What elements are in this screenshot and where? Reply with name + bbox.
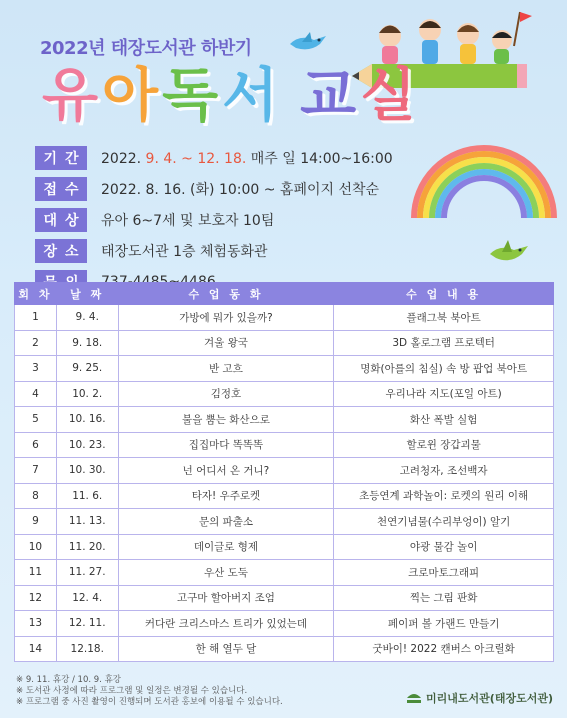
session-date: 9. 25. — [56, 356, 118, 382]
header-activity: 수 업 내 용 — [334, 283, 554, 305]
table-row — [15, 509, 554, 535]
title-char: 유 — [42, 61, 103, 129]
session-number: 12 — [15, 585, 57, 611]
title-char: 아 — [102, 61, 163, 129]
table-row — [15, 458, 554, 484]
session-activity: 찍는 그림 판화 — [334, 585, 554, 611]
session-number: 8 — [15, 483, 57, 509]
period-value: 2022. 9. 4. ~ 12. 18. 매주 일 14:00~16:00 — [101, 151, 393, 167]
session-story: 한 해 열두 달 — [118, 636, 334, 662]
table-header-row — [15, 283, 554, 305]
session-date: 12. 4. — [56, 585, 118, 611]
note-line: ※ 프로그램 중 사진 촬영이 진행되며 도서관 홍보에 이용될 수 있습니다. — [16, 697, 283, 707]
table-row — [15, 381, 554, 407]
session-date: 10. 30. — [56, 458, 118, 484]
session-number: 3 — [15, 356, 57, 382]
organization-name: 미리내도서관(태장도서관) — [426, 692, 553, 705]
apply-label: 접수 — [35, 177, 87, 201]
table-row — [15, 356, 554, 382]
session-date: 11. 20. — [56, 534, 118, 560]
session-story: 넌 어디서 온 거니? — [118, 458, 334, 484]
target-value: 유아 6~7세 및 보호자 10팀 — [101, 213, 275, 229]
session-activity: 고려청자, 조선백자 — [334, 458, 554, 484]
session-number: 9 — [15, 509, 57, 535]
header-story: 수 업 동 화 — [118, 283, 334, 305]
table-row — [15, 305, 554, 331]
table-row — [15, 483, 554, 509]
session-activity: 화산 폭발 실험 — [334, 407, 554, 433]
title-char: 독 — [162, 61, 223, 129]
note-line: ※ 도서관 사정에 따라 프로그램 및 일정은 변경될 수 있습니다. — [16, 686, 248, 696]
session-number: 4 — [15, 381, 57, 407]
session-number: 13 — [15, 611, 57, 637]
header-session: 회 차 — [15, 283, 57, 305]
session-number: 7 — [15, 458, 57, 484]
title-char: 교 — [300, 61, 361, 129]
session-number: 2 — [15, 330, 57, 356]
session-date: 10. 23. — [56, 432, 118, 458]
place-value: 태장도서관 1층 체험동화관 — [101, 244, 268, 260]
table-row — [15, 636, 554, 662]
session-number: 1 — [15, 305, 57, 331]
session-activity: 굿바이! 2022 캔버스 아크릴화 — [334, 636, 554, 662]
place-label: 장소 — [35, 239, 87, 263]
session-activity: 페이퍼 볼 가랜드 만들기 — [334, 611, 554, 637]
note-line: ※ 9. 11. 휴강 / 10. 9. 휴강 — [16, 675, 121, 685]
title-char: 서 — [222, 61, 283, 129]
session-story: 불을 뿜는 화산으로 — [118, 407, 334, 433]
session-story: 커다란 크리스마스 트리가 있었는데 — [118, 611, 334, 637]
session-activity: 크로마토그래피 — [334, 560, 554, 586]
library-logo-icon — [406, 692, 422, 704]
table-row — [15, 585, 554, 611]
session-activity: 할로윈 장갑괴물 — [334, 432, 554, 458]
session-date: 9. 18. — [56, 330, 118, 356]
organization — [406, 690, 553, 706]
notes — [16, 675, 283, 708]
session-story: 타자! 우주로켓 — [118, 483, 334, 509]
table-row — [15, 407, 554, 433]
session-date: 10. 16. — [56, 407, 118, 433]
session-date: 10. 2. — [56, 381, 118, 407]
session-activity: 초등연계 과학놀이: 로켓의 원리 이해 — [334, 483, 554, 509]
session-story: 고구마 할아버지 조엄 — [118, 585, 334, 611]
table-row — [15, 534, 554, 560]
session-activity: 야광 물감 놀이 — [334, 534, 554, 560]
session-story: 데이글로 형제 — [118, 534, 334, 560]
session-story: 김정호 — [118, 381, 334, 407]
program-info — [35, 145, 455, 300]
session-date: 11. 13. — [56, 509, 118, 535]
title-char: 실 — [360, 61, 421, 129]
info-place — [35, 238, 455, 264]
session-number: 11 — [15, 560, 57, 586]
session-story: 가방에 뭐가 있을까? — [118, 305, 334, 331]
main-title — [42, 60, 420, 132]
session-activity: 3D 홀로그램 프로텍터 — [334, 330, 554, 356]
session-date: 12. 11. — [56, 611, 118, 637]
schedule-table — [14, 282, 554, 662]
apply-value: 2022. 8. 16. (화) 10:00 ~ 홈페이지 선착순 — [101, 182, 380, 198]
period-label: 기간 — [35, 146, 87, 170]
session-number: 6 — [15, 432, 57, 458]
session-activity: 우리나라 지도(포일 아트) — [334, 381, 554, 407]
session-date: 12.18. — [56, 636, 118, 662]
session-story: 겨울 왕국 — [118, 330, 334, 356]
info-period — [35, 145, 455, 171]
table-row — [15, 611, 554, 637]
subtitle: 2022년 태장도서관 하반기 — [40, 38, 252, 59]
session-story: 우산 도둑 — [118, 560, 334, 586]
session-activity: 천연기념물(수리부엉이) 알기 — [334, 509, 554, 535]
session-number: 10 — [15, 534, 57, 560]
session-story: 집집마다 똑똑똑 — [118, 432, 334, 458]
target-label: 대상 — [35, 208, 87, 232]
info-apply — [35, 176, 455, 202]
table-row — [15, 330, 554, 356]
header-date: 날 짜 — [56, 283, 118, 305]
session-number: 5 — [15, 407, 57, 433]
session-activity: 플래그북 북아트 — [334, 305, 554, 331]
table-row — [15, 432, 554, 458]
session-date: 9. 4. — [56, 305, 118, 331]
green-bird-icon — [486, 238, 532, 266]
session-date: 11. 6. — [56, 483, 118, 509]
session-story: 문의 파출소 — [118, 509, 334, 535]
period-highlight: 9. 4. ~ 12. 18. — [145, 151, 247, 167]
session-story: 반 고흐 — [118, 356, 334, 382]
table-row — [15, 560, 554, 586]
info-target — [35, 207, 455, 233]
session-date: 11. 27. — [56, 560, 118, 586]
session-activity: 명화(아를의 침실) 속 방 팝업 북아트 — [334, 356, 554, 382]
session-number: 14 — [15, 636, 57, 662]
